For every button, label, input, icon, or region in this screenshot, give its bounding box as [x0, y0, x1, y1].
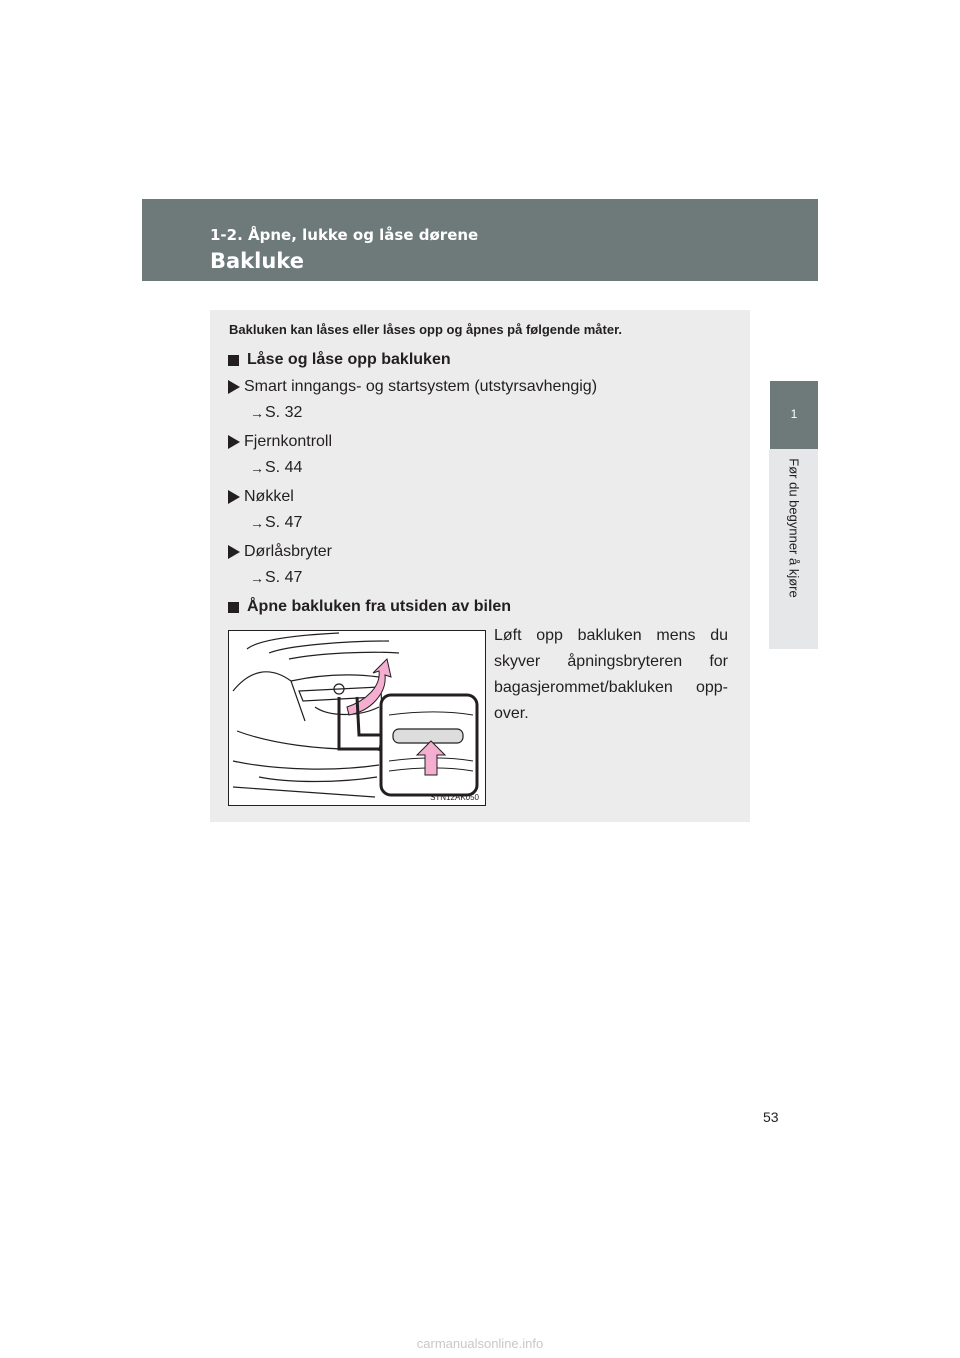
section-heading-text: Åpne bakluken fra utsiden av bilen — [247, 598, 512, 615]
page-title: Bakluke — [210, 249, 304, 273]
list-item-label: Smart inngangs- og startsystem (utstyrsavhengig) — [244, 378, 598, 395]
section-heading-open — [228, 598, 511, 616]
triangle-bullet-icon — [228, 435, 240, 449]
page-reference-text: S. 47 — [265, 569, 303, 586]
triangle-bullet-icon — [228, 490, 240, 504]
square-bullet-icon — [228, 355, 239, 366]
list-item-label: Nøkkel — [244, 488, 294, 505]
content-box — [210, 310, 750, 822]
figure-code: STN12AK050 — [430, 793, 479, 802]
intro-text: Bakluken kan låses eller låses opp og åpnes på følgende måter. — [229, 322, 623, 337]
section-heading-text: Låse og låse opp bakluken — [247, 351, 451, 368]
page-reference[interactable] — [250, 514, 302, 532]
page-reference-arrow-icon: → — [250, 515, 264, 531]
triangle-bullet-icon — [228, 380, 240, 394]
instruction-text: Løft opp bakluken mens du skyver åpningsbryteren for bagasjerommet/bakluken opp-over. — [494, 627, 728, 722]
tailgate-illustration — [228, 630, 486, 806]
page-reference-text: S. 47 — [265, 514, 303, 531]
triangle-bullet-icon — [228, 545, 240, 559]
list-item — [228, 488, 294, 506]
list-item-label: Fjernkontroll — [244, 433, 333, 450]
page-reference[interactable] — [250, 569, 302, 587]
page-number: 53 — [763, 1109, 779, 1125]
page-reference[interactable] — [250, 404, 302, 422]
chapter-tab: 1 — [770, 381, 818, 449]
header-band — [142, 199, 818, 281]
car-rear-drawing — [229, 631, 485, 805]
page-reference[interactable] — [250, 459, 302, 477]
page-reference-text: S. 32 — [265, 404, 303, 421]
list-item — [228, 433, 332, 451]
list-item — [228, 378, 597, 396]
list-item-label: Dørlåsbryter — [244, 543, 333, 560]
page-reference-arrow-icon: → — [250, 460, 264, 476]
page-reference-text: S. 44 — [265, 459, 303, 476]
section-label: 1-2. Åpne, lukke og låse dørene — [210, 226, 479, 244]
watermark: carmanualsonline.info — [416, 1336, 544, 1351]
page-reference-arrow-icon: → — [250, 405, 264, 421]
list-item — [228, 543, 332, 561]
chapter-label: Før du begynner å kjøre — [786, 458, 802, 598]
page-reference-arrow-icon: → — [250, 570, 264, 586]
opener-switch — [393, 729, 463, 743]
section-heading-lock — [228, 351, 451, 369]
square-bullet-icon — [228, 602, 239, 613]
